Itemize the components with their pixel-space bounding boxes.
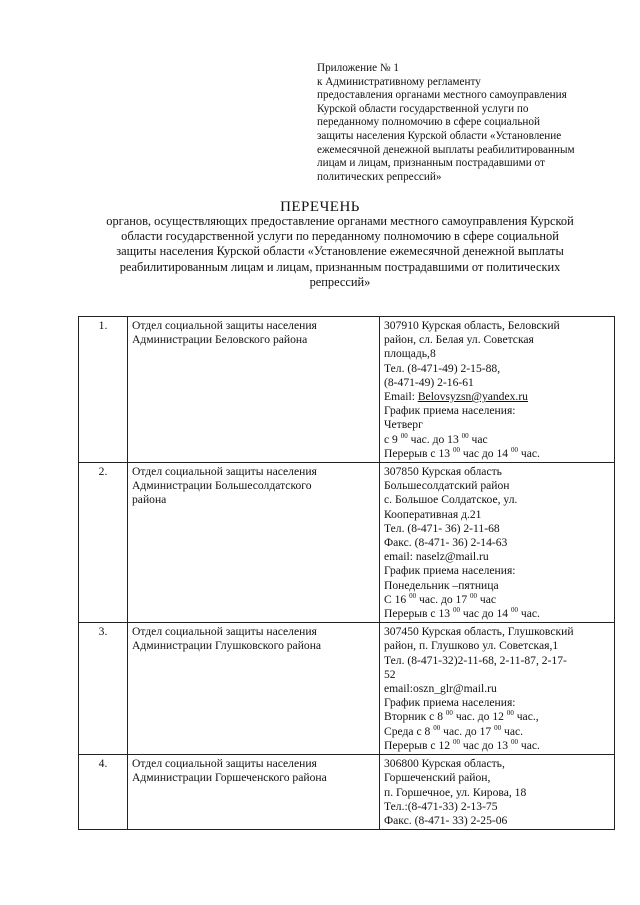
schedule-break (384, 739, 610, 753)
address-line: 306800 Курская область, (384, 757, 505, 771)
appendix-line: Приложение № 1 (317, 62, 399, 74)
address-line: Горшеченский район, (384, 771, 491, 785)
break-sup: 00 (510, 737, 518, 746)
organization-cell (128, 755, 380, 830)
email-link[interactable]: naselz@mail.ru (415, 550, 489, 564)
schedule-hours (384, 593, 610, 607)
break-text: Перерыв с 12 (384, 738, 453, 752)
schedule-hours (384, 433, 610, 447)
contact-cell (380, 755, 615, 830)
hours-text: час. до 17 (416, 592, 471, 606)
appendix-header (317, 62, 617, 184)
hours-sup: 00 (494, 723, 502, 732)
schedule-label: График приема населения: (384, 696, 516, 710)
hours-text: Среда с 8 (384, 724, 434, 738)
contact-cell (380, 623, 615, 755)
email-line (384, 390, 610, 404)
org-line: Администрации Большесолдатского (132, 479, 312, 493)
address-line: 307850 Курская область (384, 465, 502, 479)
address-line: Кооперативная д.21 (384, 507, 482, 521)
break-text: час. (517, 738, 540, 752)
schedule-label: График приема населения: (384, 564, 516, 578)
hours-sup: 00 (470, 591, 478, 600)
organization-cell (128, 317, 380, 463)
address-line: район, сл. Белая ул. Советская (384, 333, 534, 347)
address-line: п. Горшечное, ул. Кирова, 18 (384, 785, 527, 799)
email-label: email: (384, 550, 416, 564)
appendix-line: к Административному регламенту (317, 75, 481, 88)
contact-cell (380, 463, 615, 623)
phone-line: Тел. (8-471-49) 2-15-88, (384, 361, 501, 375)
table-row (79, 623, 615, 755)
hours-sup: 00 (409, 591, 417, 600)
phone-line: (8-471-49) 2-16-61 (384, 375, 474, 389)
appendix-line: защиты населения Курской области «Установление (317, 129, 562, 142)
org-line: Отдел социальной защиты населения (132, 625, 317, 639)
email-link[interactable]: Belovsyzsn@yandex.ru (417, 390, 528, 404)
hours-text: час (477, 592, 497, 606)
break-text: час до 14 (459, 607, 511, 621)
org-line: района (132, 493, 167, 507)
email-line (384, 682, 610, 696)
contact-cell (380, 317, 615, 463)
table-row (79, 755, 615, 830)
schedule-hours (384, 725, 610, 739)
row-number: 2. (79, 463, 128, 623)
break-sup: 00 (452, 606, 460, 615)
subtitle-line: органов, осуществляющих предоставление органами местного самоуправления Курской (106, 214, 574, 228)
organization-cell (128, 623, 380, 755)
hours-sup: 00 (400, 431, 408, 440)
break-text: час. (517, 446, 540, 460)
break-text: час до 13 (459, 738, 511, 752)
subtitle-line: репрессий» (309, 274, 371, 289)
org-line: Администрации Горшеченского района (132, 771, 327, 785)
org-line: Отдел социальной защиты населения (132, 319, 317, 332)
table-row (79, 463, 615, 623)
hours-text: Вторник с 8 (384, 710, 446, 724)
email-label: email: (384, 682, 413, 696)
hours-text: час. (501, 724, 524, 738)
phone-line: Тел. (8-471-32)2-11-68, 2-11-87, 2-17- (384, 653, 567, 667)
organization-cell (128, 463, 380, 623)
break-text: час. (517, 607, 540, 621)
hours-text: час. до 12 (452, 710, 507, 724)
appendix-line: ежемесячной денежной выплаты реабилитированным (317, 143, 575, 156)
phone-line: Факс. (8-471- 33) 2-25-06 (384, 813, 508, 827)
break-sup: 00 (452, 445, 460, 454)
address-line: с. Большое Солдатское, ул. (384, 493, 518, 507)
org-line: Администрации Беловского района (132, 333, 308, 347)
email-link[interactable]: oszn_glr@mail.ru (412, 682, 497, 696)
hours-text: час. до 13 (407, 432, 462, 446)
subtitle-line: реабилитированным лицам и лицам, признанным пострадавшими от политических (119, 259, 561, 274)
hours-sup: 00 (445, 709, 453, 718)
email-label: Email: (384, 390, 418, 404)
document-subtitle (70, 214, 610, 290)
row-number: 4. (79, 755, 128, 830)
row-number: 1. (79, 317, 128, 463)
appendix-line: лицам и лицам, признанным пострадавшими от (317, 157, 545, 170)
hours-text: с 9 (384, 432, 401, 446)
table-row (79, 317, 615, 463)
address-line: 307450 Курская область, Глушковский (384, 625, 574, 639)
break-sup: 00 (510, 606, 518, 615)
hours-sup: 00 (461, 431, 469, 440)
hours-sup: 00 (433, 723, 441, 732)
schedule-days: Четверг (384, 418, 423, 432)
address-line: 307910 Курская область, Беловский (384, 319, 560, 332)
address-line: Большесолдатский район (384, 479, 510, 493)
schedule-break (384, 607, 610, 621)
appendix-line: политических репрессий» (317, 170, 442, 183)
phone-line: Тел.:(8-471-33) 2-13-75 (384, 799, 498, 813)
org-line: Отдел социальной защиты населения (132, 757, 317, 771)
row-number: 3. (79, 623, 128, 755)
subtitle-line: защиты населения Курской области «Установление ежемесячной денежной выплаты (116, 244, 564, 259)
hours-text: час., (513, 710, 539, 724)
email-line (384, 550, 610, 564)
hours-text: час (468, 432, 488, 446)
appendix-line: предоставления органами местного самоуправления (317, 89, 567, 102)
break-text: Перерыв с 13 (384, 446, 453, 460)
document-title: ПЕРЕЧЕНЬ (280, 199, 360, 215)
hours-sup: 00 (506, 709, 514, 718)
appendix-line: переданному полномочию в сфере социальной (317, 116, 540, 129)
phone-line: Факс. (8-471- 36) 2-14-63 (384, 536, 508, 550)
break-text: Перерыв с 13 (384, 607, 453, 621)
org-line: Отдел социальной защиты населения (132, 465, 317, 479)
hours-text: С 16 (384, 592, 410, 606)
schedule-break (384, 447, 610, 461)
schedule-label: График приема населения: (384, 404, 516, 418)
hours-text: час. до 17 (440, 724, 495, 738)
appendix-line: Курской области государственной услуги по (317, 102, 529, 115)
address-line: район, п. Глушково ул. Советская,1 (384, 639, 559, 653)
phone-line: 52 (384, 667, 396, 681)
break-sup: 00 (452, 737, 460, 746)
schedule-days: Понедельник –пятница (384, 578, 499, 592)
org-line: Администрации Глушковского района (132, 639, 322, 653)
subtitle-line: области государственной услуги по переданному полномочию в сфере социальной (121, 229, 559, 244)
phone-line: Тел. (8-471- 36) 2-11-68 (384, 521, 500, 535)
address-line: площадь,8 (384, 347, 436, 361)
break-text: час до 14 (459, 446, 511, 460)
agencies-table (78, 316, 615, 830)
break-sup: 00 (510, 445, 518, 454)
schedule-hours (384, 710, 610, 724)
